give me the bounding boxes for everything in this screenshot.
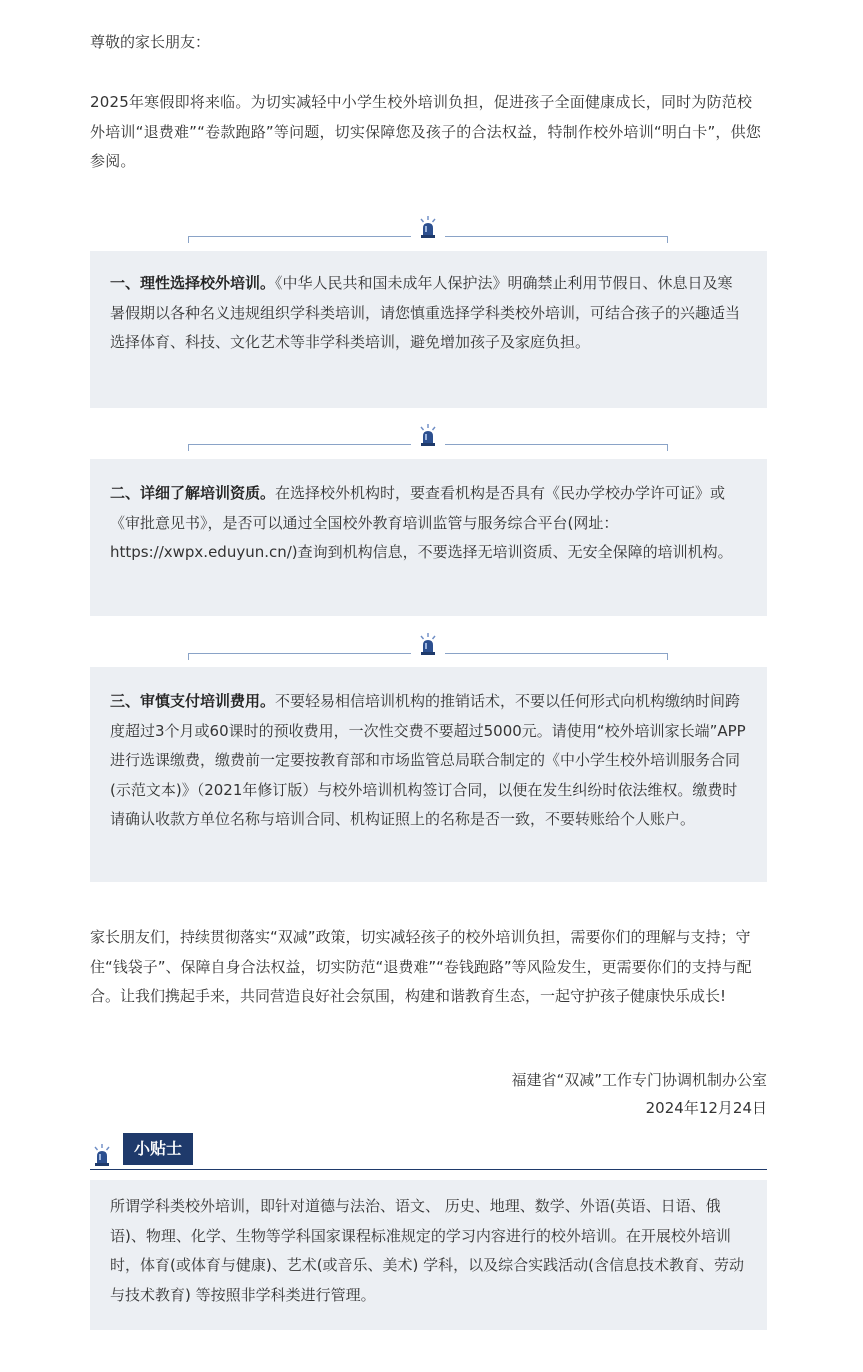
beacon-icon	[93, 1143, 111, 1167]
section-divider	[188, 632, 668, 660]
section-heading-3: 三、审慎支付培训费用。	[110, 692, 276, 710]
section-divider	[188, 215, 668, 243]
section-heading-2: 二、详细了解培训资质。	[110, 484, 276, 502]
section-card-1	[90, 251, 767, 408]
section-text-3	[110, 687, 747, 835]
beacon-icon	[419, 215, 437, 239]
tip-body: 所谓学科类校外培训，即针对道德与法治、语文、 历史、地理、数学、外语(英语、日语、俄语)、物理、化学、生物等学科国家课程标准规定的学习内容进行的校外培训。在开展校外培训时，体育(或体育与健康)、艺术(或音乐、美术) 学科，以及综合实践活动(含信息技术教育、劳动与技术教育) 等按照非学科类进行管理。	[110, 1197, 745, 1304]
beacon-icon	[419, 632, 437, 656]
tip-header	[90, 1133, 767, 1170]
greeting: 尊敬的家长朋友：	[90, 33, 211, 51]
beacon-icon	[419, 423, 437, 447]
signature-org: 福建省“双减”工作专门协调机制办公室	[511, 1071, 767, 1089]
signature-date: 2024年12月24日	[645, 1099, 767, 1117]
closing-paragraph: 家长朋友们，持续贯彻落实“双减”政策，切实减轻孩子的校外培训负担，需要你们的理解与支持；守住“钱袋子”、保障自身合法权益，切实防范“退费难”“卷钱跑路”等风险发生，更需要你们的支持与配合。让我们携起手来，共同营造良好社会氛围，构建和谐教育生态，一起守护孩子健康快乐成长!	[90, 928, 752, 1005]
section-text-1	[110, 269, 747, 358]
section-heading-1: 一、理性选择校外培训。	[110, 274, 276, 292]
section-card-3	[90, 667, 767, 882]
section-card-2	[90, 459, 767, 616]
tip-card	[90, 1180, 767, 1330]
section-divider	[188, 423, 668, 451]
section-body-2: 在选择校外机构时，要查看机构是否具有《民办学校办学许可证》或《审批意见书》，是否可以通过全国校外教育培训监管与服务综合平台(网址：https://xwpx.eduyun.cn/)查询到机构信息，不要选择无培训资质、无安全保障的培训机构。	[110, 484, 733, 561]
intro-paragraph: 2025年寒假即将来临。为切实减轻中小学生校外培训负担，促进孩子全面健康成长，同时为防范校外培训“退费难”“卷款跑路”等问题，切实保障您及孩子的合法权益，特制作校外培训“明白卡”，供您参阅。	[90, 93, 762, 170]
section-body-3: 不要轻易相信培训机构的推销话术，不要以任何形式向机构缴纳时间跨度超过3个月或60课时的预收费用，一次性交费不要超过5000元。请使用“校外培训家长端”APP进行选课缴费，缴费前一定要按教育部和市场监管总局联合制定的《中小学生校外培训服务合同(示范文本)》（2021年修订版）与校外培训机构签订合同，以便在发生纠纷时依法维权。缴费时请确认收款方单位名称与培训合同、机构证照上的名称是否一致，不要转账给个人账户。	[110, 692, 746, 828]
section-body-1: 《中华人民共和国未成年人保护法》明确禁止利用节假日、休息日及寒暑假期以各种名义违规组织学科类培训，请您慎重选择学科类校外培训，可结合孩子的兴趣适当选择体育、科技、文化艺术等非学科类培训，避免增加孩子及家庭负担。	[110, 274, 741, 351]
section-text-2	[110, 479, 747, 568]
tip-label: 小贴士	[123, 1133, 193, 1165]
